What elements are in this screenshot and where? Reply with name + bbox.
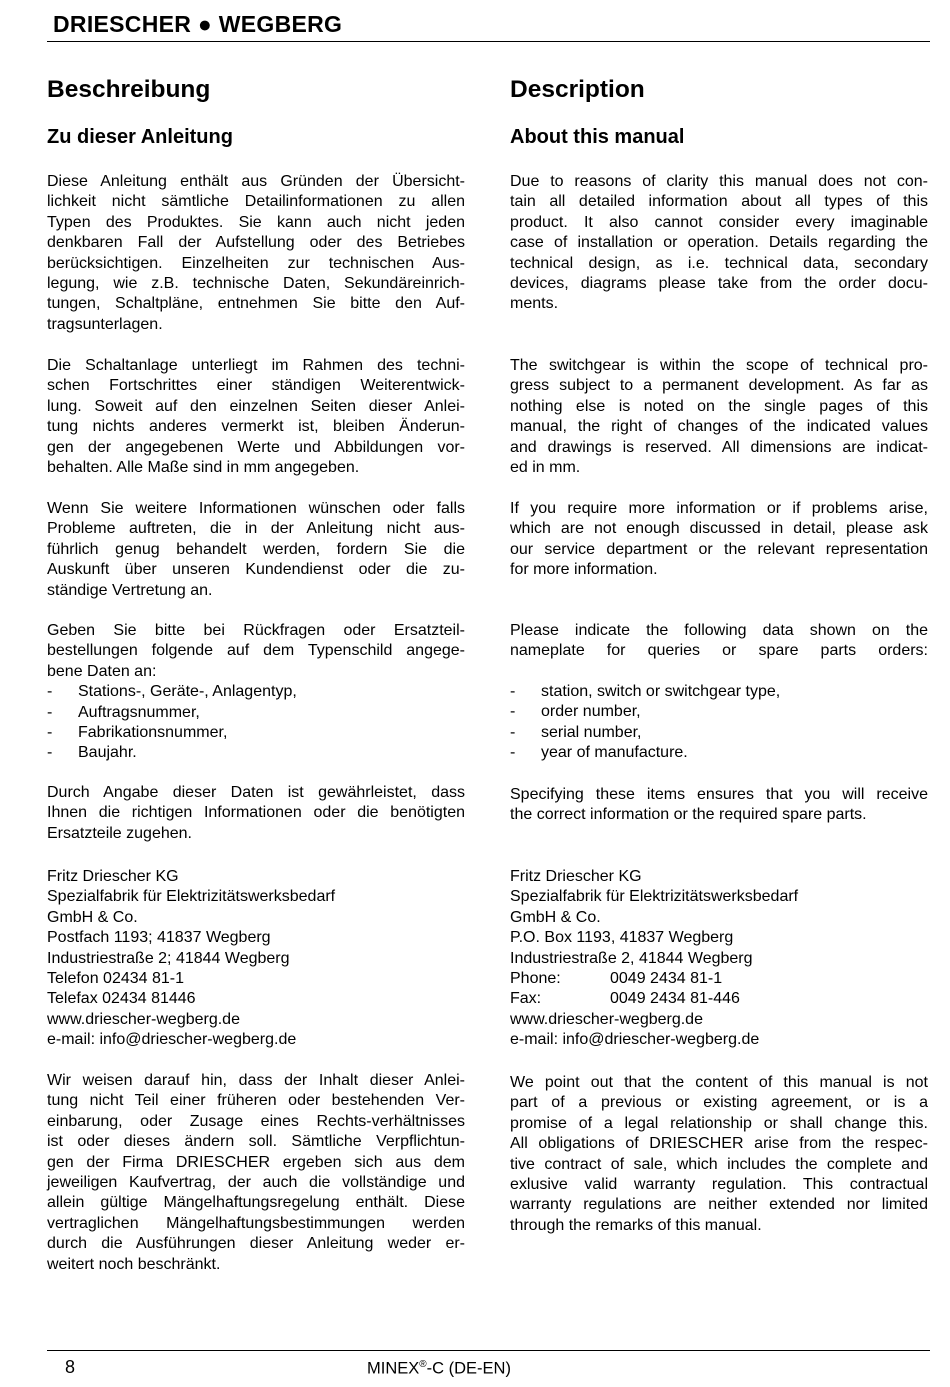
bullet-dash: -: [510, 723, 516, 741]
text-line: manual, the right of changes of the indicated values: [510, 418, 928, 436]
text-line: ist oder dieses ändern soll. Sämtliche Verpflichtun-: [47, 1133, 465, 1151]
address-line: Spezialfabrik für Elektrizitätswerksbedarf: [510, 888, 799, 906]
bullet-dash: -: [510, 683, 516, 700]
company-name: Fritz Driescher KG: [47, 868, 179, 885]
text-line: devices, diagrams please take from the order docu-: [510, 274, 928, 292]
text-line: lichkeit nicht sämtliche Detailinformationen zu allen: [47, 193, 465, 211]
text-line: Durch Angabe dieser Daten ist gewährleistet, dass: [47, 784, 465, 801]
list-item: [510, 743, 928, 763]
address-line: GmbH & Co.: [47, 908, 138, 926]
section-heading-en: Description: [510, 76, 645, 103]
text-line: Diese Anleitung enthält aus Gründen der Übersicht-: [47, 173, 465, 190]
text-line: through the remarks of this manual.: [510, 1216, 762, 1234]
text-line: case of installation or operation. Details regarding the: [510, 234, 928, 252]
text-line: tung nicht Teil einer früheren oder bestehenden Ver-: [47, 1092, 465, 1110]
list-item: [47, 723, 465, 743]
list-item-text: Baujahr.: [78, 744, 137, 762]
paragraph-en-3: [510, 499, 928, 581]
list-item-text: Fabrikationsnummer,: [78, 723, 228, 741]
text-line: bene Daten an:: [47, 662, 157, 680]
text-line: durch die Ausführungen dieser Anleitung weder er-: [47, 1235, 465, 1253]
email-line: e-mail: info@driescher-wegberg.de: [47, 1031, 297, 1049]
bullet-dash: -: [47, 683, 53, 701]
paragraph-en-4: [510, 621, 928, 662]
address-line: Spezialfabrik für Elektrizitätswerksbedarf: [47, 888, 336, 906]
list-item-text: serial number,: [541, 723, 642, 741]
text-line: The switchgear is within the scope of technical pro-: [510, 357, 928, 374]
text-line: gen der Firma DRIESCHER ergeben sich aus dem: [47, 1153, 465, 1171]
text-line: tungen, Schaltpläne, entnehmen Sie bitte den Auf-: [47, 295, 465, 313]
text-line: gress subject to a permanent development. As far as: [510, 377, 928, 395]
subsection-heading-de: Zu dieser Anleitung: [47, 126, 233, 148]
text-line: tung nichts anderes vermerkt ist, bleiben Änderun-: [47, 418, 465, 436]
list-item: [510, 682, 928, 702]
address-line: P.O. Box 1193, 41837 Wegberg: [510, 929, 734, 947]
website-line: www.driescher-wegberg.de: [510, 1010, 703, 1028]
text-line: Typen des Produktes. Sie kann auch nicht jeden: [47, 213, 465, 231]
text-line: tragsunterlagen.: [47, 315, 163, 333]
list-item-text: year of manufacture.: [541, 744, 688, 762]
bullet-dash: -: [510, 744, 516, 762]
subsection-heading-en: About this manual: [510, 126, 685, 148]
phone-value: 0049 2434 81-1: [610, 969, 723, 987]
text-line: product. It also cannot consider every imaginable: [510, 213, 928, 231]
text-line: Please indicate the following data shown on the: [510, 622, 928, 639]
text-line: jeweiligen Kaufvertrag, der auch die vollständige und: [47, 1173, 465, 1191]
page-footer: [47, 1350, 930, 1381]
bullet-dash: -: [47, 723, 53, 741]
product-name: MINEX: [367, 1359, 420, 1378]
fax-label: Fax:: [510, 990, 542, 1008]
text-line: We point out that the content of this manual is not: [510, 1074, 928, 1091]
text-line: behalten. Alle Maße sind in mm angegeben.: [47, 458, 360, 476]
paragraph-de-5: [47, 783, 465, 844]
fax-line: Telefax 02434 81446: [47, 990, 196, 1008]
address-de: [47, 867, 465, 1051]
text-line: nothing else is noted on the single pages of this: [510, 397, 928, 415]
text-line: schen Fortschrittes einer ständigen Weiterentwick-: [47, 377, 465, 395]
phone-line: Telefon 02434 81-1: [47, 969, 184, 987]
text-line: gen der angegebenen Werte und Abbildungen vor-: [47, 438, 465, 456]
text-line: which are not enough discussed in detail, please ask: [510, 520, 928, 538]
text-line: promise of a legal relationship or shall change this.: [510, 1114, 928, 1132]
document-suffix: -C (DE-EN): [426, 1359, 511, 1378]
list-item-text: Stations-, Geräte-, Anlagentyp,: [78, 683, 297, 701]
list-item: [47, 703, 465, 723]
paragraph-en-1: [510, 172, 928, 315]
text-line: Geben Sie bitte bei Rückfragen oder Ersatzteil-: [47, 622, 465, 639]
text-line: berücksichtigen. Einzelheiten zur technischen Aus-: [47, 254, 465, 272]
company-name: Fritz Driescher KG: [510, 868, 642, 885]
email-line: e-mail: info@driescher-wegberg.de: [510, 1031, 760, 1049]
text-line: If you require more information or if problems arise,: [510, 500, 928, 517]
company-header-title: DRIESCHER ● WEGBERG: [53, 11, 343, 37]
paragraph-de-2: [47, 356, 465, 478]
list-item-text: order number,: [541, 703, 641, 721]
text-line: and drawings is reserved. All dimensions are indicat-: [510, 438, 928, 456]
text-line: Probleme auftreten, die in der Anleitung nicht aus-: [47, 520, 465, 538]
bullet-dash: -: [47, 744, 53, 762]
text-line: Die Schaltanlage unterliegt im Rahmen des techni-: [47, 357, 465, 374]
text-line: denkbaren Fall der Aufstellung oder des Betriebes: [47, 234, 465, 252]
page-number: 8: [65, 1357, 76, 1377]
text-line: bestellungen folgende auf dem Typenschild angege-: [47, 642, 465, 660]
fax-row: [510, 989, 928, 1009]
list-item: [47, 743, 465, 763]
section-heading-de: Beschreibung: [47, 76, 211, 103]
phone-row: [510, 969, 928, 989]
address-line: Industriestraße 2, 41844 Wegberg: [510, 949, 753, 967]
phone-label: Phone:: [510, 969, 561, 987]
text-line: führlich genug behandelt werden, fordern Sie die: [47, 540, 465, 558]
text-line: Wir weisen darauf hin, dass der Inhalt dieser Anlei-: [47, 1072, 465, 1089]
address-en: [510, 867, 928, 1051]
text-line: Due to reasons of clarity this manual does not con-: [510, 173, 928, 190]
registered-mark: ®: [419, 1359, 427, 1370]
text-line: exlusive valid warranty regulation. This contractual: [510, 1175, 928, 1193]
paragraph-de-4: [47, 621, 465, 764]
text-line: Specifying these items ensures that you will receive: [510, 786, 928, 803]
text-line: tive contract of sale, which includes the complete and: [510, 1155, 928, 1173]
bullet-dash: -: [510, 703, 516, 721]
text-line: tain all detailed information about all types of this: [510, 193, 928, 211]
list-item: [510, 723, 928, 743]
paragraph-en-5: [510, 785, 928, 826]
text-line: warranty regulations are neither extended nor limited: [510, 1196, 928, 1214]
text-line: allein gültige Mängelhaftungsregelung enthält. Diese: [47, 1194, 465, 1212]
paragraph-de-1: [47, 172, 465, 335]
page-header: [47, 8, 930, 42]
paragraph-en-6: [510, 1073, 928, 1236]
bullet-list-en: [510, 682, 928, 764]
bullet-dash: -: [47, 703, 53, 721]
text-line: part of a previous or existing agreement, or is a: [510, 1094, 928, 1112]
text-line: ständige Vertretung an.: [47, 581, 213, 599]
text-line: for more information.: [510, 561, 658, 579]
list-item-text: Auftragsnummer,: [78, 703, 200, 721]
paragraph-en-2: [510, 356, 928, 478]
address-line: Postfach 1193; 41837 Wegberg: [47, 929, 271, 947]
text-line: vertraglichen Mängelhaftungsbestimmungen werden: [47, 1214, 465, 1232]
address-line: Industriestraße 2; 41844 Wegberg: [47, 949, 290, 967]
text-line: Ersatzteile zugehen.: [47, 824, 192, 842]
text-line: technical design, as i.e. technical data, secondary: [510, 254, 928, 272]
list-item-text: station, switch or switchgear type,: [541, 683, 781, 700]
text-line: Wenn Sie weitere Informationen wünschen oder falls: [47, 500, 465, 517]
paragraph-de-3: [47, 499, 465, 601]
text-line: nameplate for queries or spare parts orders:: [510, 642, 928, 660]
text-line: our service department or the relevant representation: [510, 540, 928, 558]
list-item: [510, 702, 928, 722]
text-line: Auskunft über unseren Kundendienst oder die zu-: [47, 561, 465, 579]
list-item: [47, 682, 465, 702]
text-line: Ihnen die richtigen Informationen oder die benötigten: [47, 804, 465, 822]
text-line: the correct information or the required spare parts.: [510, 806, 867, 824]
paragraph-de-6: [47, 1071, 465, 1275]
text-line: lung. Soweit auf den einzelnen Seiten dieser Anlei-: [47, 397, 465, 415]
document-title: [367, 1359, 511, 1379]
text-line: legung, wie z.B. technische Daten, Sekundäreinrich-: [47, 274, 465, 292]
text-line: einbarung, oder Zusage eines Rechts-verhältnisses: [47, 1112, 465, 1130]
text-line: weitert noch beschränkt.: [47, 1255, 221, 1273]
text-line: All obligations of DRIESCHER arise from the respec-: [510, 1135, 928, 1153]
address-line: GmbH & Co.: [510, 908, 601, 926]
text-line: ments.: [510, 295, 559, 313]
website-line: www.driescher-wegberg.de: [47, 1010, 240, 1028]
text-line: ed in mm.: [510, 458, 581, 476]
fax-value: 0049 2434 81-446: [610, 990, 740, 1008]
